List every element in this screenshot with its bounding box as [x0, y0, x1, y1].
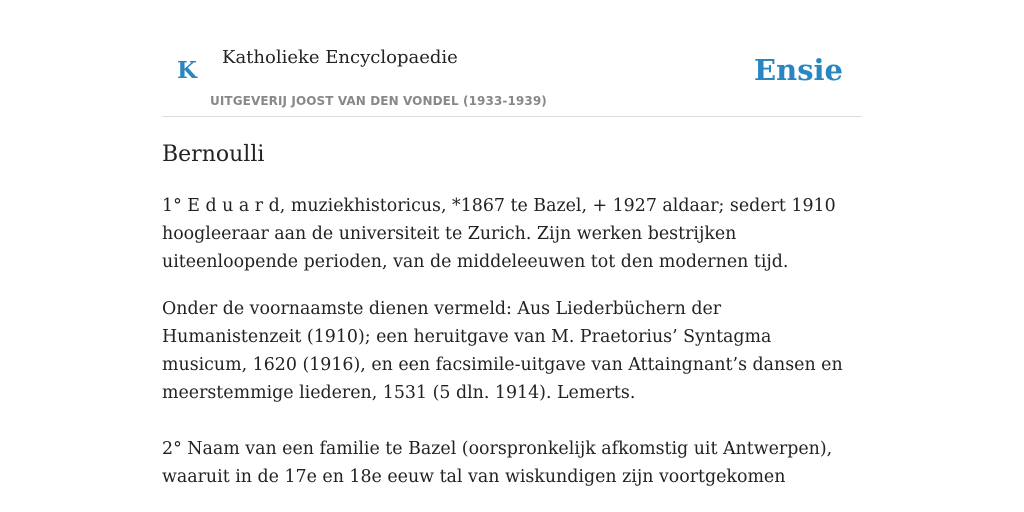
publication-title[interactable]: Katholieke Encyclopaedie	[222, 47, 458, 68]
article-paragraph: 1° E d u a r d, muziekhistoricus, *1867 te Bazel, + 1927 aldaar; sedert 1910 hoogleeraar aan de universiteit te Zurich. Zijn werken bestrijken uiteenloopende perioden, van de middeleeuwen tot den modernen tijd.	[162, 196, 836, 272]
article-title: Bernoulli	[162, 142, 265, 167]
site-header	[162, 0, 862, 117]
brand-logo[interactable]: Ensie	[754, 53, 843, 87]
article-paragraph: Onder de voornaamste dienen vermeld: Aus Liederbüchern der Humanistenzeit (1910); een heruitgave van M. Praetorius’ Syntagma musicum, 1620 (1916), en een facsimile-uitgave van Attaingnant’s dansen en meerstemmige liederen, 1531 (5 dln. 1914). Lemerts.	[162, 299, 843, 403]
article-paragraph: 2° Naam van een familie te Bazel (oorspronkelijk afkomstig uit Antwerpen), waaruit in de 17e en 18e eeuw tal van wiskundigen zijn voortgekomen	[162, 439, 833, 487]
publication-logo[interactable]: K	[177, 57, 197, 84]
publisher-line: UITGEVERIJ JOOST VAN DEN VONDEL (1933-1939)	[210, 94, 547, 108]
article-body	[162, 138, 862, 491]
